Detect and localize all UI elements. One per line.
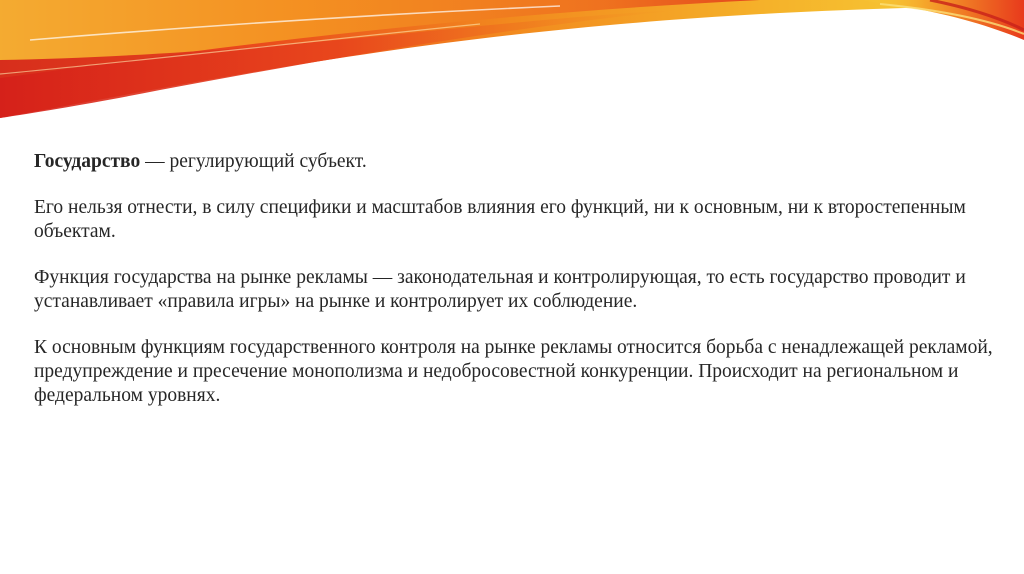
definition-text: — регулирующий субъект.	[140, 151, 367, 172]
decorative-swoosh-banner	[0, 0, 1024, 130]
paragraph-classification: Его нельзя отнести, в силу специфики и масштабов влияния его функций, ни к основным, ни к второстепенным объектам.	[34, 197, 966, 242]
paragraph-control-functions: К основным функциям государственного контроля на рынке рекламы относится борьба с ненадлежащей рекламой, предупреждение и пресечение монополизма и недобросовестной конкуренции. Происходит на региональном и федеральном уровнях.	[34, 337, 993, 406]
term-state: Государство	[34, 151, 141, 172]
paragraph-function: Функция государства на рынке рекламы — законодательная и контролирующая, то есть государство проводит и устанавливает «правила игры» на рынке и контролирует их соблюдение.	[34, 267, 966, 312]
paragraph-definition	[34, 150, 994, 174]
slide-body	[34, 150, 994, 430]
